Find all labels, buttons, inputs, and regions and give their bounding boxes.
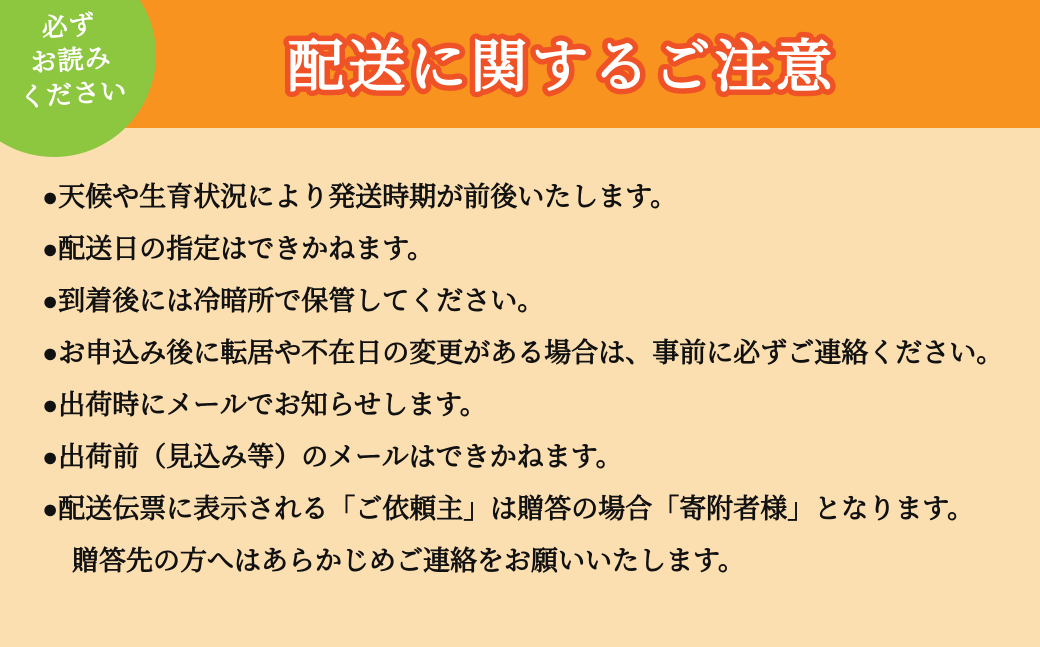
header-band [0,0,1040,128]
page-title-text: 配送に関するご注意 [287,35,837,99]
note-no-date-choice: ●配送日の指定はできかねます。 [42,234,435,264]
badge-line-1: 必ず [40,9,97,43]
note-invoice-sender: ●配送伝票に表示される「ご依頼主」は贈答の場合「寄附者様」となります。 [42,494,975,524]
note-weather: ●天候や生育状況により発送時期が前後いたします。 [42,182,678,212]
badge-line-2: お読み [29,42,113,78]
must-read-badge-text [0,4,145,116]
notes-list [42,128,1030,600]
note-address-change: ●お申込み後に転居や不在日の変更がある場合は、事前に必ずご連絡ください。 [42,338,1004,368]
badge-line-3: ください [18,75,129,113]
note-storage: ●到着後には冷暗所で保管してください。 [42,286,545,316]
note-invoice-sender-continuation: 贈答先の方へはあらかじめご連絡をお願いいたします。 [72,546,745,576]
note-no-advance-mail: ●出荷前（見込み等）のメールはできかねます。 [42,442,623,472]
page-title [0,0,1040,128]
note-shipping-mail: ●出荷時にメールでお知らせします。 [42,390,487,420]
